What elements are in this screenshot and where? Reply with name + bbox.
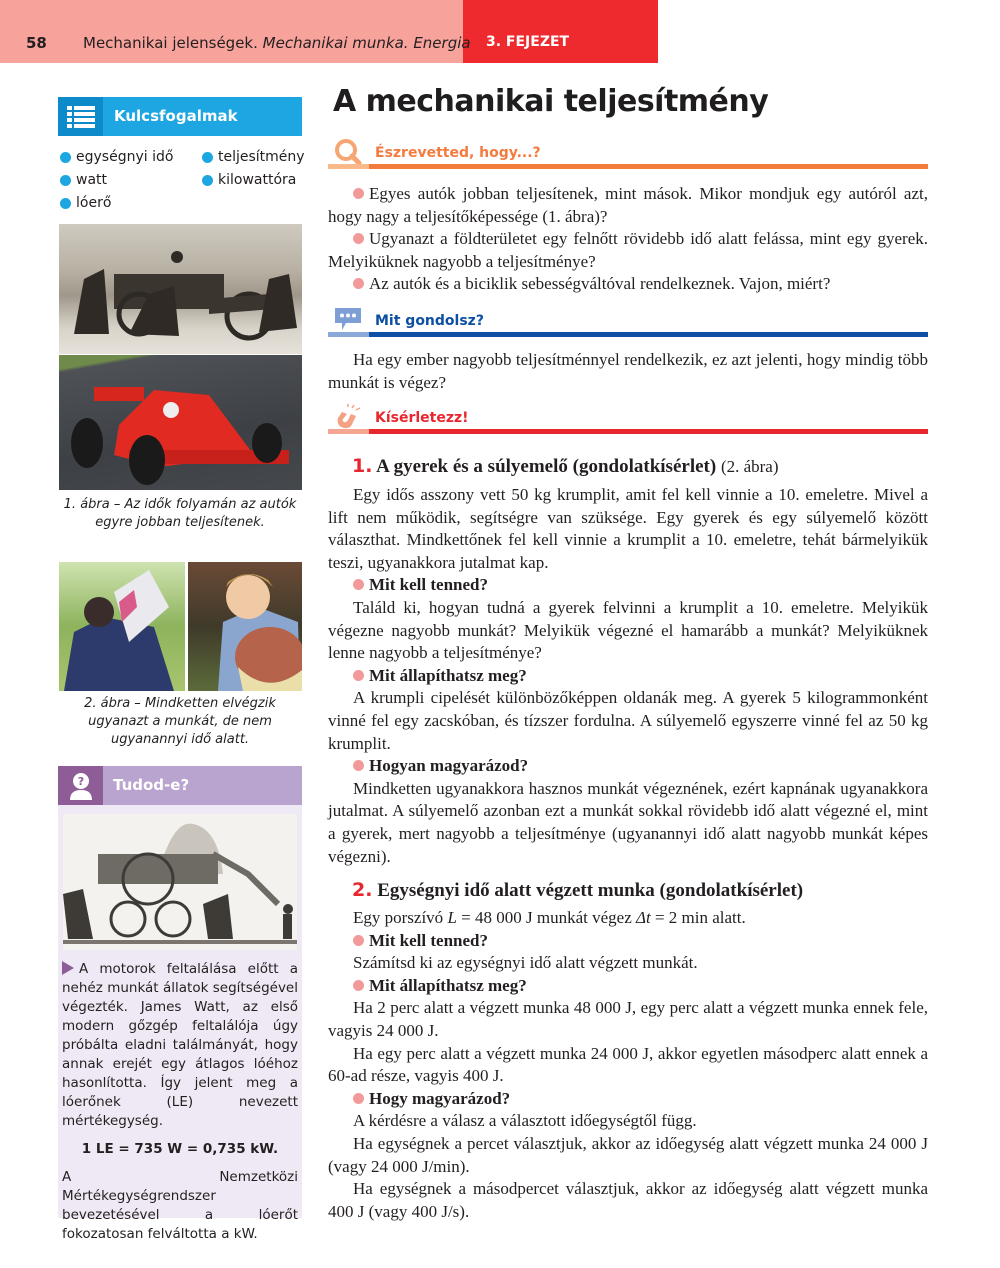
experiment-intro — [328, 907, 928, 930]
figure-1-caption: 1. ábra – Az idők folyamán az autók egyre jobban teljesítenek. — [63, 497, 297, 530]
think-section-header — [328, 307, 928, 337]
noticed-section-header — [328, 139, 928, 169]
chapter-band — [463, 0, 658, 63]
bullet-icon — [353, 233, 364, 244]
section-rule-light — [328, 164, 369, 169]
prompt-text: Mit kell tenned? — [369, 575, 488, 595]
experiment-1-body — [328, 484, 928, 868]
prompt-heading — [328, 755, 928, 778]
question-text: Egyes autók jobban teljesítenek, mint mások. Mikor mondjuk egy autóról azt, hogy nagy a teljesítőképessége (1. ábra)? — [328, 184, 928, 226]
prompt-heading — [328, 930, 928, 953]
experiment-title-text: Egységnyi idő alatt végzett munka (gondolatkísérlet) — [377, 880, 804, 901]
question-text: Az autók és a biciklik sebességváltóval rendelkeznek. Vajon, miért? — [369, 274, 831, 294]
did-you-know-paragraph: A Nemzetközi Mértékegységrendszer bevezetésével a lóerőt fokozatosan felváltotta a kW. — [62, 1169, 298, 1242]
prompt-answer: Mindketten ugyanakkora hasznos munkát végeznének, ezért kapnának ugyanakkora jutalmat. A súlyemelő azonban ezt a munkát sokkal rövidebb idő alatt végezné el, mint a gyerek, mert nagyobb a teljesítménye (ugyanannyi idő alatt nagyobb munkát képes végezni). — [328, 778, 928, 866]
page-number: 58 — [26, 34, 47, 52]
section-rule-light — [328, 332, 369, 337]
boy-carrying-potatoes-photo — [188, 562, 302, 691]
section-rule — [369, 332, 928, 337]
noticed-question — [328, 228, 928, 273]
running-title — [83, 34, 471, 52]
experiment-2-title — [352, 879, 803, 902]
experiment-number: 2. — [352, 879, 373, 901]
prompt-text: Mit állapíthatsz meg? — [369, 665, 527, 685]
noticed-question — [328, 183, 928, 228]
did-you-know-title: Tudod-e? — [113, 776, 190, 794]
bullet-icon — [202, 175, 213, 186]
bullet-icon — [353, 278, 364, 289]
prompt-heading — [328, 1088, 928, 1111]
key-concept-label: kilowattóra — [218, 172, 297, 188]
running-title-italic: Mechanikai munka. Energia — [262, 34, 471, 52]
bullet-icon — [353, 980, 364, 991]
section-rule-light — [328, 429, 369, 434]
figure-2-caption: 2. ábra – Mindketten elvégzik ugyanazt a munkát, de nem ugyanannyi idő alatt. — [84, 696, 276, 747]
bullet-icon — [353, 188, 364, 199]
horsepower-formula: 1 LE = 735 W = 0,735 kW. — [81, 1141, 279, 1157]
header-band — [0, 0, 463, 63]
key-concept-item — [202, 172, 296, 188]
chapter-label: 3. FEJEZET — [486, 34, 570, 50]
key-concepts-title: Kulcsfogalmak — [114, 107, 238, 125]
noticed-questions — [328, 183, 928, 296]
prompt-answer: Ha 2 perc alatt a végzett munka 48 000 J, egy perc alatt a végzett munka ennek fele, vagyis 24 000 J. — [328, 998, 928, 1040]
formula-one-car-photo — [59, 355, 302, 490]
question-person-icon — [58, 766, 103, 805]
bullet-icon — [353, 760, 364, 771]
bullet-icon — [60, 175, 71, 186]
key-concept-label: watt — [76, 172, 108, 188]
prompt-text: Hogy magyarázod? — [369, 1088, 511, 1108]
page-title: A mechanikai teljesítmény — [333, 84, 769, 119]
key-concept-item — [202, 149, 305, 165]
section-rule — [369, 429, 928, 434]
prompt-text: Hogyan magyarázod? — [369, 756, 529, 776]
think-text-block — [328, 349, 928, 394]
experiment-number: 1. — [352, 455, 373, 477]
vintage-car-photo — [59, 224, 302, 354]
bullet-icon — [60, 152, 71, 163]
triangle-bullet-icon — [62, 961, 74, 975]
prompt-answer: Ha egységnek a percet választjuk, akkor az időegység alatt végzett munka 24 000 J (vagy 24 000 J/min). — [328, 1133, 928, 1176]
noticed-question — [328, 273, 928, 296]
text-run: = 48 000 J munkát végez — [456, 908, 636, 927]
page-header — [0, 0, 1000, 63]
svg-text:?: ? — [77, 774, 84, 788]
key-concepts-header — [58, 97, 302, 136]
bullet-icon — [353, 670, 364, 681]
experiment-1-title — [352, 455, 779, 478]
experiment-2-body — [328, 907, 928, 1223]
did-you-know-text — [62, 960, 298, 1253]
prompt-text: Mit kell tenned? — [369, 930, 488, 950]
text-run: = 2 min alatt. — [650, 908, 746, 927]
noticed-label: Észrevetted, hogy...? — [375, 145, 541, 161]
figure-reference: (2. ábra) — [720, 457, 779, 476]
key-concept-item — [60, 195, 111, 211]
bullet-icon — [202, 152, 213, 163]
prompt-text: Mit állapíthatsz meg? — [369, 975, 527, 995]
section-rule — [369, 164, 928, 169]
variable-L: L — [447, 908, 457, 927]
prompt-answer: Találd ki, hogyan tudná a gyerek felvinni a krumplit a 10. emeletre. Melyikük végezne nagyobb munkát? Melyikük végezné el hamarább a munkát? Melyiküknek lenne nagyobb a teljesítménye? — [328, 597, 928, 663]
key-concept-item — [60, 172, 107, 188]
prompt-answer: Számítsd ki az egységnyi idő alatt végzett munkát. — [353, 953, 698, 973]
prompt-answer: A kérdésre a válasz a választott időegységtől függ. — [353, 1111, 697, 1131]
key-concept-item — [60, 149, 173, 165]
question-text: Ugyanazt a földterületet egy felnőtt rövidebb idő alatt felássa, mint egy gyerek. Melyiküknek nagyobb a teljesítménye? — [328, 229, 928, 271]
key-concept-label: lóerő — [76, 195, 112, 211]
prompt-heading — [328, 665, 928, 688]
experiment-intro: Egy idős asszony vett 50 kg krumplit, amit fel kell vinnie a 10. emeletre. Mivel a lift nem működik, segítségre van szüksége. Egy gyerek és egy súlyemelő között választhat. Mindkettőnek fel kell vinnie a krumplit a 10. emeletre, tehát bármelyikük teszi, ugyanakkora jutalmat kap. — [328, 485, 928, 572]
variable-delta-t: Δt — [636, 908, 651, 927]
prompt-answer: Ha egységnek a másodpercet választjuk, akkor az időegység alatt végzett munka 400 J (vagy 400 J/s). — [328, 1179, 928, 1221]
think-text: Ha egy ember nagyobb teljesítménnyel rendelkezik, ez azt jelenti, hogy mindig több munkát is végez? — [328, 350, 928, 392]
running-title-plain: Mechanikai jelenségek. — [83, 34, 258, 52]
experiment-title-text: A gyerek és a súlyemelő (gondolatkísérlet) — [376, 456, 717, 477]
text-run: Egy porszívó — [353, 908, 448, 927]
man-carrying-sack-photo — [59, 562, 185, 691]
did-you-know-paragraph: A motorok feltalálása előtt a nehéz munkát állatok segítségével végezték. James Watt, az első modern gőzgép feltalálója úgy próbálta eladni találmányát, hogy annak erejét egy átlagos lóéhoz hasonlította. Így jelent meg a lóerőnek (LE) nevezett mértékegység. — [62, 961, 298, 1129]
prompt-answer: Ha egy perc alatt a végzett munka 24 000 J, akkor egyetlen másodperc alatt ennek a 60-ad része, vagyis 400 J. — [328, 1043, 928, 1086]
horse-threshing-machine-engraving — [63, 814, 297, 950]
bullet-icon — [353, 1093, 364, 1104]
did-you-know-header — [58, 766, 302, 805]
key-concept-label: egységnyi idő — [76, 149, 174, 165]
prompt-heading — [328, 574, 928, 597]
prompt-heading — [328, 975, 928, 998]
prompt-answer: A krumpli cipelését különbözőképpen oldanák meg. A gyerek 5 kilogrammonként vinné fel egy zacskóban, és tízszer fordulna. A súlyemelő egyszerre vinné fel az 50 kg krumplit. — [328, 688, 928, 753]
bullet-icon — [60, 198, 71, 209]
think-label: Mit gondolsz? — [375, 313, 484, 329]
experiment-section-header — [328, 404, 928, 434]
bullet-icon — [353, 935, 364, 946]
list-icon — [58, 97, 103, 136]
experiment-label: Kísérletezz! — [375, 410, 469, 426]
bullet-icon — [353, 579, 364, 590]
key-concept-label: teljesítmény — [218, 149, 305, 165]
